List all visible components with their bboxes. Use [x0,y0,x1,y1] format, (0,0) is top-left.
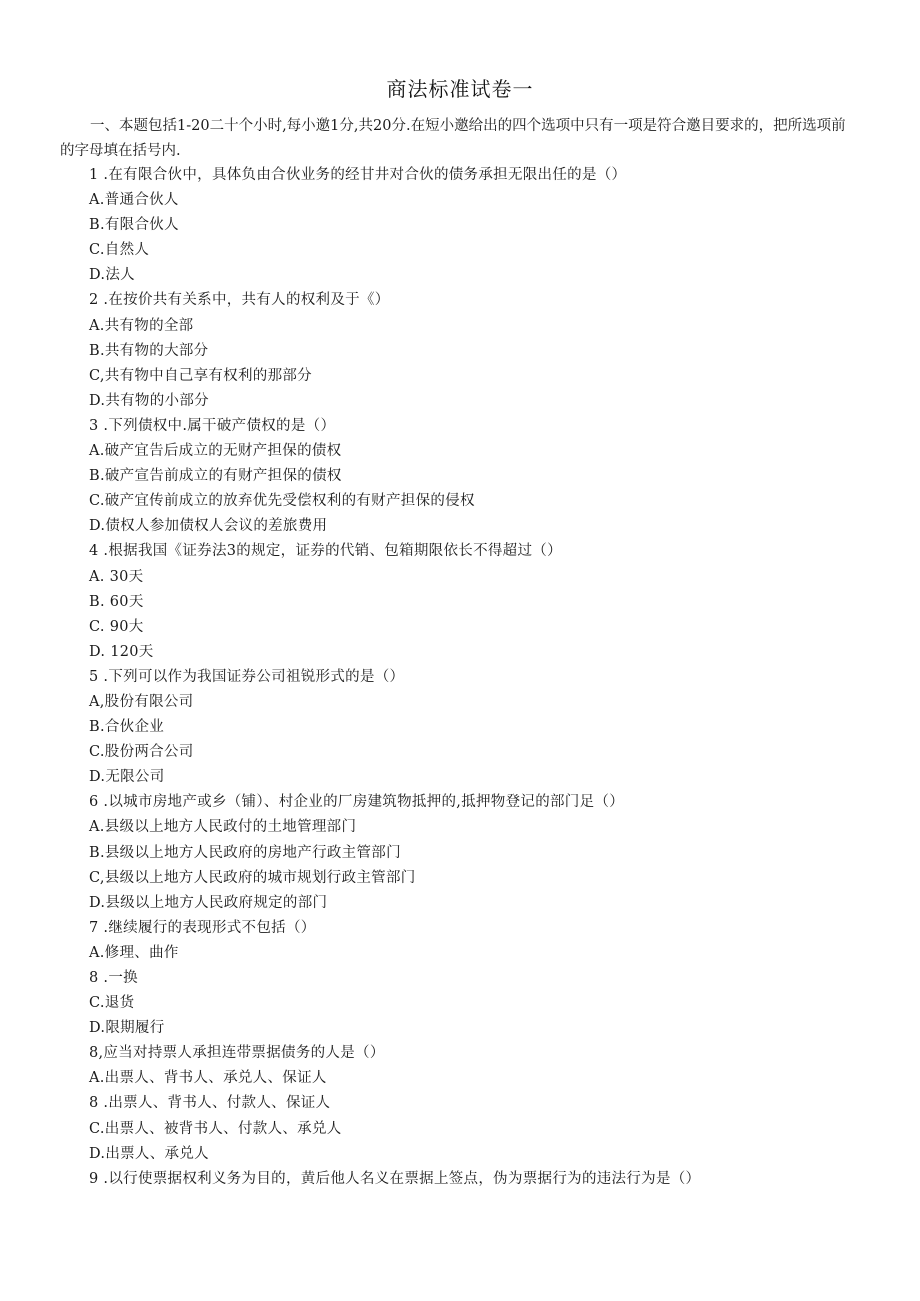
question-line: A. 30天 [89,568,144,585]
question-line: C.破产宜传前成立的放弃优先受偿权利的有财产担保的侵权 [89,493,475,510]
question-line: 2 .在按价共有关系中，共有人的权利及于《） [89,292,390,309]
question-line: 5 .下列可以作为我国证券公司祖锐形式的是（） [89,668,405,685]
question-line: 7 .继续履行的表现形式不包括（） [89,919,316,936]
question-line: D.限期履行 [89,1020,165,1037]
question-line: B. 60天 [89,593,144,610]
question-line: D.县级以上地方人民政府规定的部门 [89,894,328,911]
question-line: D.法人 [89,267,135,284]
question-line: 9 .以行使票据权利义务为目的，黄后他人名义在票据上签点，伪为票据行为的违法行为是（） [89,1170,701,1187]
question-line: A.普通合伙人 [89,192,179,209]
question-line: B.破产宣告前成立的有财产担保的债权 [89,468,342,485]
question-line: D. 120天 [89,643,154,660]
question-line: D.出票人、承兑人 [89,1145,209,1162]
question-line: 8 .出票人、背书人、付款人、保证人 [89,1095,331,1112]
question-line: B.县级以上地方人民政府的房地产行政主管部门 [89,844,401,861]
document-title: 商法标准试卷一 [386,77,534,101]
question-line: D.共有物的小部分 [89,392,209,409]
question-line: C.退货 [89,995,135,1012]
question-line: A,股份有限公司 [89,693,194,710]
question-line: C,共有物中自己享有权利的那部分 [89,367,312,384]
question-line: D.债权人参加债权人会议的差旅费用 [89,518,328,535]
question-line: B.共有物的大部分 [89,342,209,359]
question-line: 3 .下列债权中.属干破产债权的是（） [89,417,336,434]
question-line: A.修理、曲作 [89,944,179,961]
question-line: C. 90大 [89,618,144,635]
question-list [89,163,869,1192]
question-line: A.出票人、背书人、承兑人、保证人 [89,1070,327,1087]
question-line: 1 .在有限合伙中，具体负由合伙业务的经甘井对合伙的债务承担无限出任的是（） [89,167,627,183]
section-instructions: 一、本题包括1-20二十个小时,每小邀1分,共20分.在短小邀给出的四个选项中只有一项是符合邀目要求的，把所选项前的字母填在括号内. [60,118,846,159]
question-line: A.共有物的全部 [89,317,194,334]
question-line: C.股份两合公司 [89,744,194,761]
question-line: A.县级以上地方人民政付的土地管理部门 [89,819,357,836]
question-line: 8,应当对持票人承担连带票据债务的人是（） [89,1045,385,1062]
question-line: B.有限合伙人 [89,217,179,234]
question-line: 8 .一换 [89,970,138,986]
question-line: B.合伙企业 [89,719,165,736]
question-line: C.自然人 [89,242,150,259]
question-line: C,县级以上地方人民政府的城市规划行政主管部门 [89,869,416,886]
question-line: A.破产宜告后成立的无财产担保的债权 [89,443,342,460]
question-line: D.无限公司 [89,769,165,786]
question-line: C.出票人、被背书人、付款人、承兑人 [89,1120,342,1137]
question-line: 6 .以城市房地产或乡（铺）、村企业的厂房建筑物抵押的,抵押物登记的部门足（） [89,794,624,811]
question-line: 4 .根据我国《证券法3的规定，证券的代销、包箱期限依长不得超过（） [89,543,562,560]
